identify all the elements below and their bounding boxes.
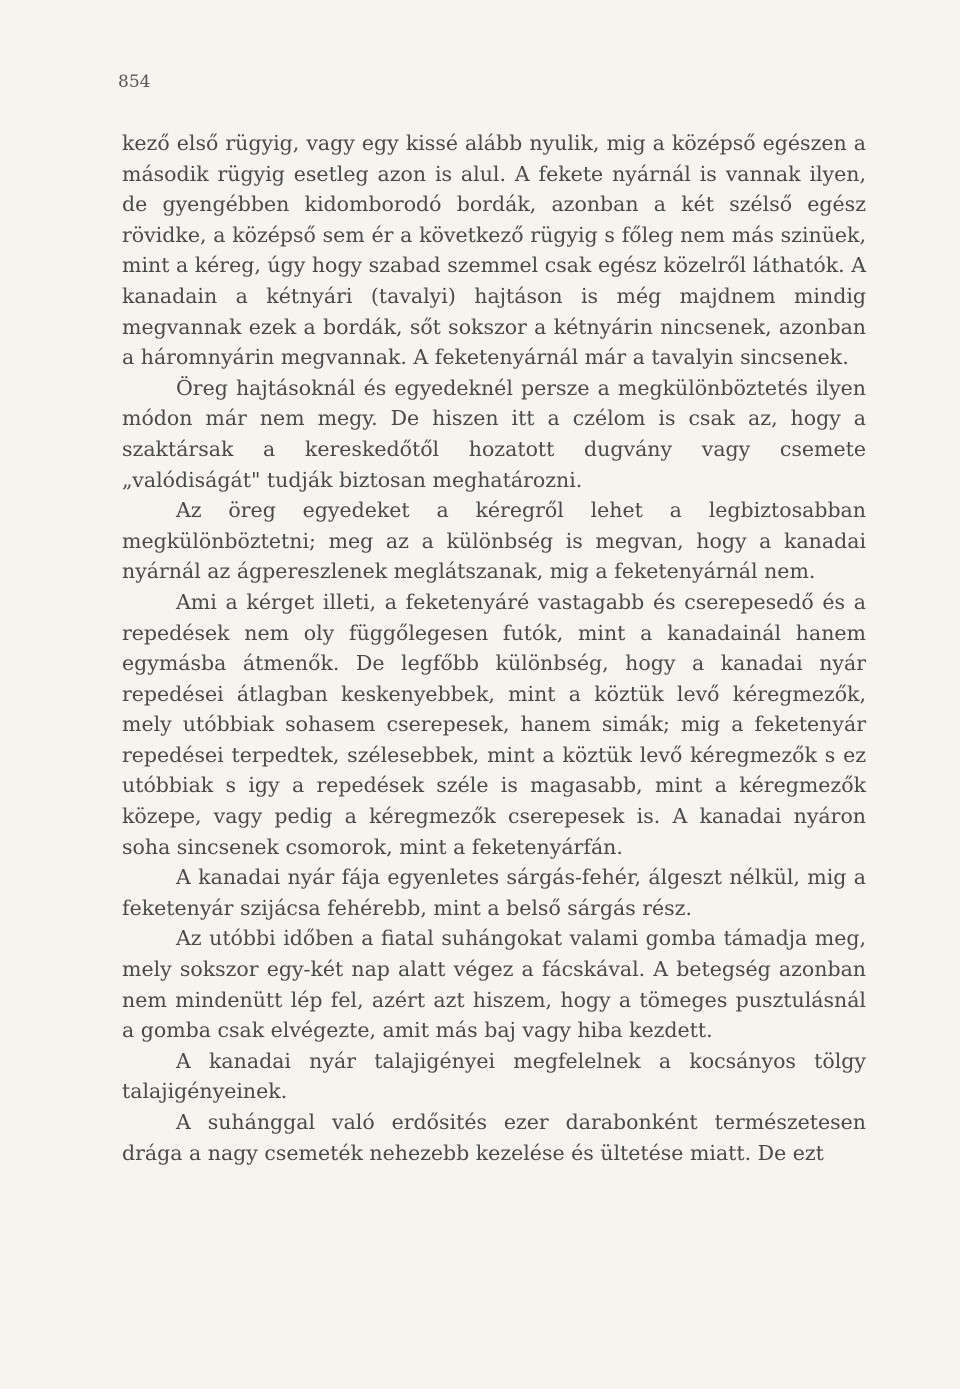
paragraph-7: A kanadai nyár talajigényei megfelelnek a kocsányos tölgy talajigényeinek. — [122, 1048, 866, 1104]
paragraph-6: Az utóbbi időben a fiatal suhángokat valami gomba támadja meg, mely sokszor egy-két nap alatt végez a fácskával. A betegség azonban nem mindenütt lép fel, azért azt hiszem, hogy a tömeges pusztulásnál a gomba csak elvégezte, amit más baj vagy hiba kezdett. — [122, 926, 866, 1043]
paragraph-1: kező első rügyig, vagy egy kissé alább nyulik, mig a középső egészen a második rügyig esetleg azon is alul. A fekete nyárnál is vannak ilyen, de gyengébben kidomborodó bordák, azonban a két szélső egész rövidke, a középső sem ér a következő rügyig s főleg nem más szinüek, mint a kéreg, úgy hogy szabad szemmel csak egész közelről láthatók. A kanadain a kétnyári (tavalyi) hajtáson is még majdnem mindig megvannak ezek a bordák, sőt sokszor a kétnyárin nincsenek, azonban a háromnyárin megvannak. A feketenyárnál már a tavalyin sincsenek. — [122, 131, 866, 370]
page-number: 854 — [118, 72, 151, 92]
body-text — [122, 128, 866, 1168]
paragraph-8: A suhánggal való erdősités ezer darabonként természetesen drága a nagy csemeték nehezebb kezelése és ültetése miatt. De ezt — [122, 1110, 866, 1165]
paragraph-2: Öreg hajtásoknál és egyedeknél persze a megkülönböztetés ilyen módon már nem megy. De hiszen itt a czélom is csak az, hogy a szaktársak a kereskedőtől hozatott dugvány vagy csemete „valódiságát" tudják biztosan meghatározni. — [122, 375, 866, 492]
paragraph-4: Ami a kérget illeti, a feketenyáré vastagabb és cserepesedő és a repedések nem oly függőlegesen futók, mint a kanadainál hanem egymásba átmenők. De legfőbb különbség, hogy a kanadai nyár repedései átlagban keskenyebbek, mint a köztük levő kéregmezők, mely utóbbiak sohasem cserepesek, hanem simák; mig a feketenyár repedései terpedtek, szélesebbek, mint a köztük levő kéregmezők s ez utóbbiak s igy a repedések széle is magasabb, mint a kéregmezők közepe, vagy pedig a kéregmezők cserepesek is. A kanadai nyáron soha sincsenek csomorok, mint a feketenyárfán. — [122, 589, 866, 859]
paragraph-5: A kanadai nyár fája egyenletes sárgás-fehér, álgeszt nélkül, mig a feketenyár szijácsa fehérebb, mint a belső sárgás rész. — [122, 865, 866, 920]
paragraph-3: Az öreg egyedeket a kéregről lehet a legbiztosabban megkülönböztetni; meg az a különbség is megvan, hogy a kanadai nyárnál az ágpereszlenek meglátszanak, mig a feketenyárnál nem. — [122, 498, 866, 584]
